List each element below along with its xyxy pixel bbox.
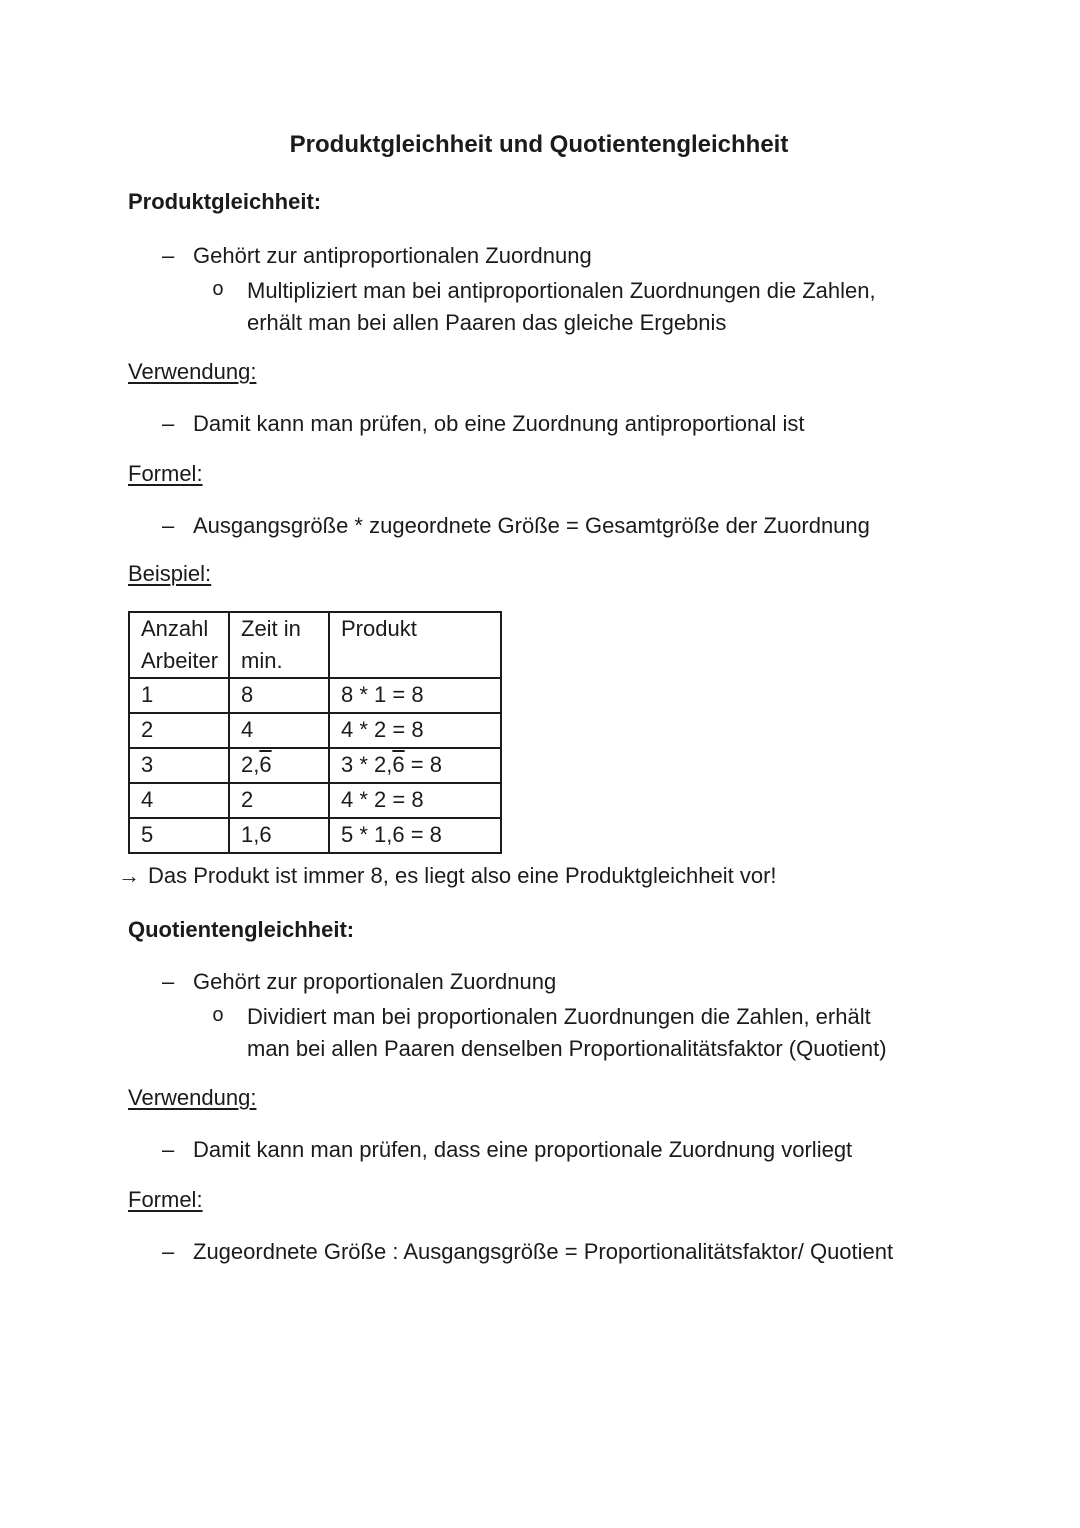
cell-zeit: 1,6 [229,818,329,853]
bullet-text: Gehört zur antiproportionalen Zuordnung [193,243,592,268]
dash-bullet-icon: – [162,1239,175,1264]
subbullet-quotient-dividieren [128,1001,950,1065]
cell-produkt: 5 * 1,6 = 8 [329,818,501,853]
bullet-quotient-zuordnung [128,966,950,998]
bullet-text: Damit kann man prüfen, dass eine proportionale Zuordnung vorliegt [193,1137,853,1162]
bullet-formel-2 [128,1236,950,1268]
decimal-text: 3 * 2, [341,752,393,777]
subbullet-line-1: Dividiert man bei proportionalen Zuordnungen die Zahlen, erhält [247,1004,871,1029]
cell-produkt: 8 * 1 = 8 [329,678,501,713]
table-row [129,748,501,783]
heading-verwendung-2: Verwendung: [128,1085,257,1110]
conclusion-text: Das Produkt ist immer 8, es liegt also eine Produktgleichheit vor! [148,863,777,888]
table-header-row [129,612,501,678]
cell-produkt: 4 * 2 = 8 [329,783,501,818]
table-row [129,818,501,853]
table-row [129,678,501,713]
bullet-verwendung-2 [128,1134,950,1166]
subbullet-line-2: man bei allen Paaren denselben Proportionalitätsfaktor (Quotient) [247,1036,887,1061]
header-line: Zeit in [241,616,301,641]
cell-anzahl: 1 [129,678,229,713]
cell-zeit: 4 [229,713,329,748]
dash-bullet-icon: – [162,513,175,538]
cell-anzahl: 2 [129,713,229,748]
subbullet-line-2: erhält man bei allen Paaren das gleiche Ergebnis [247,310,727,335]
col-header-produkt [329,612,501,678]
heading-formel-2: Formel: [128,1187,203,1212]
section-heading-quotientengleichheit: Quotientengleichheit: [128,917,355,942]
section-heading-produktgleichheit: Produktgleichheit: [128,189,322,214]
header-line: min. [241,648,283,673]
bullet-formel-1 [128,510,950,542]
repeating-decimal-overline: 6 [259,752,272,777]
bullet-text: Zugeordnete Größe : Ausgangsgröße = Proportionalitätsfaktor/ Quotient [193,1239,894,1264]
subbullet-text [247,1001,887,1065]
subbullet-line-1: Multipliziert man bei antiproportionalen Zuordnungen die Zahlen, [247,278,876,303]
cell-zeit: 8 [229,678,329,713]
circle-bullet-icon: o [212,1005,225,1028]
bullet-text: Gehört zur proportionalen Zuordnung [193,969,557,994]
bullet-verwendung-1 [128,408,950,440]
subbullet-produkt-multiplizieren [128,275,950,339]
header-line: Arbeiter [141,648,219,673]
cell-anzahl: 3 [129,748,229,783]
decimal-text: 2, [241,752,260,777]
beispiel-table [128,611,502,854]
col-header-zeit-min [229,612,329,678]
col-header-anzahl-arbeiter [129,612,229,678]
dash-bullet-icon: – [162,969,175,994]
subbullet-text [247,275,876,339]
table-row [129,713,501,748]
bullet-text: Ausgangsgröße * zugeordnete Größe = Gesamtgröße der Zuordnung [193,513,870,538]
table-row [129,783,501,818]
dash-bullet-icon: – [162,1137,175,1162]
right-arrow-icon: → [118,863,140,888]
conclusion-line [118,860,950,892]
heading-verwendung-1: Verwendung: [128,359,257,384]
repeating-decimal-overline: 6 [392,752,405,777]
circle-bullet-icon: o [212,279,225,302]
dash-bullet-icon: – [162,411,175,436]
heading-beispiel: Beispiel: [128,561,212,586]
cell-produkt [329,748,501,783]
decimal-text: = 8 [404,752,442,777]
cell-zeit [229,748,329,783]
cell-anzahl: 5 [129,818,229,853]
page-title: Produktgleichheit und Quotientengleichheit [289,131,789,158]
bullet-produkt-zuordnung [128,240,950,272]
bullet-text: Damit kann man prüfen, ob eine Zuordnung antiproportional ist [193,411,805,436]
cell-zeit: 2 [229,783,329,818]
cell-anzahl: 4 [129,783,229,818]
cell-produkt: 4 * 2 = 8 [329,713,501,748]
heading-formel-1: Formel: [128,461,203,486]
header-line: Produkt [341,616,417,641]
header-line: Anzahl [141,616,209,641]
dash-bullet-icon: – [162,243,175,268]
